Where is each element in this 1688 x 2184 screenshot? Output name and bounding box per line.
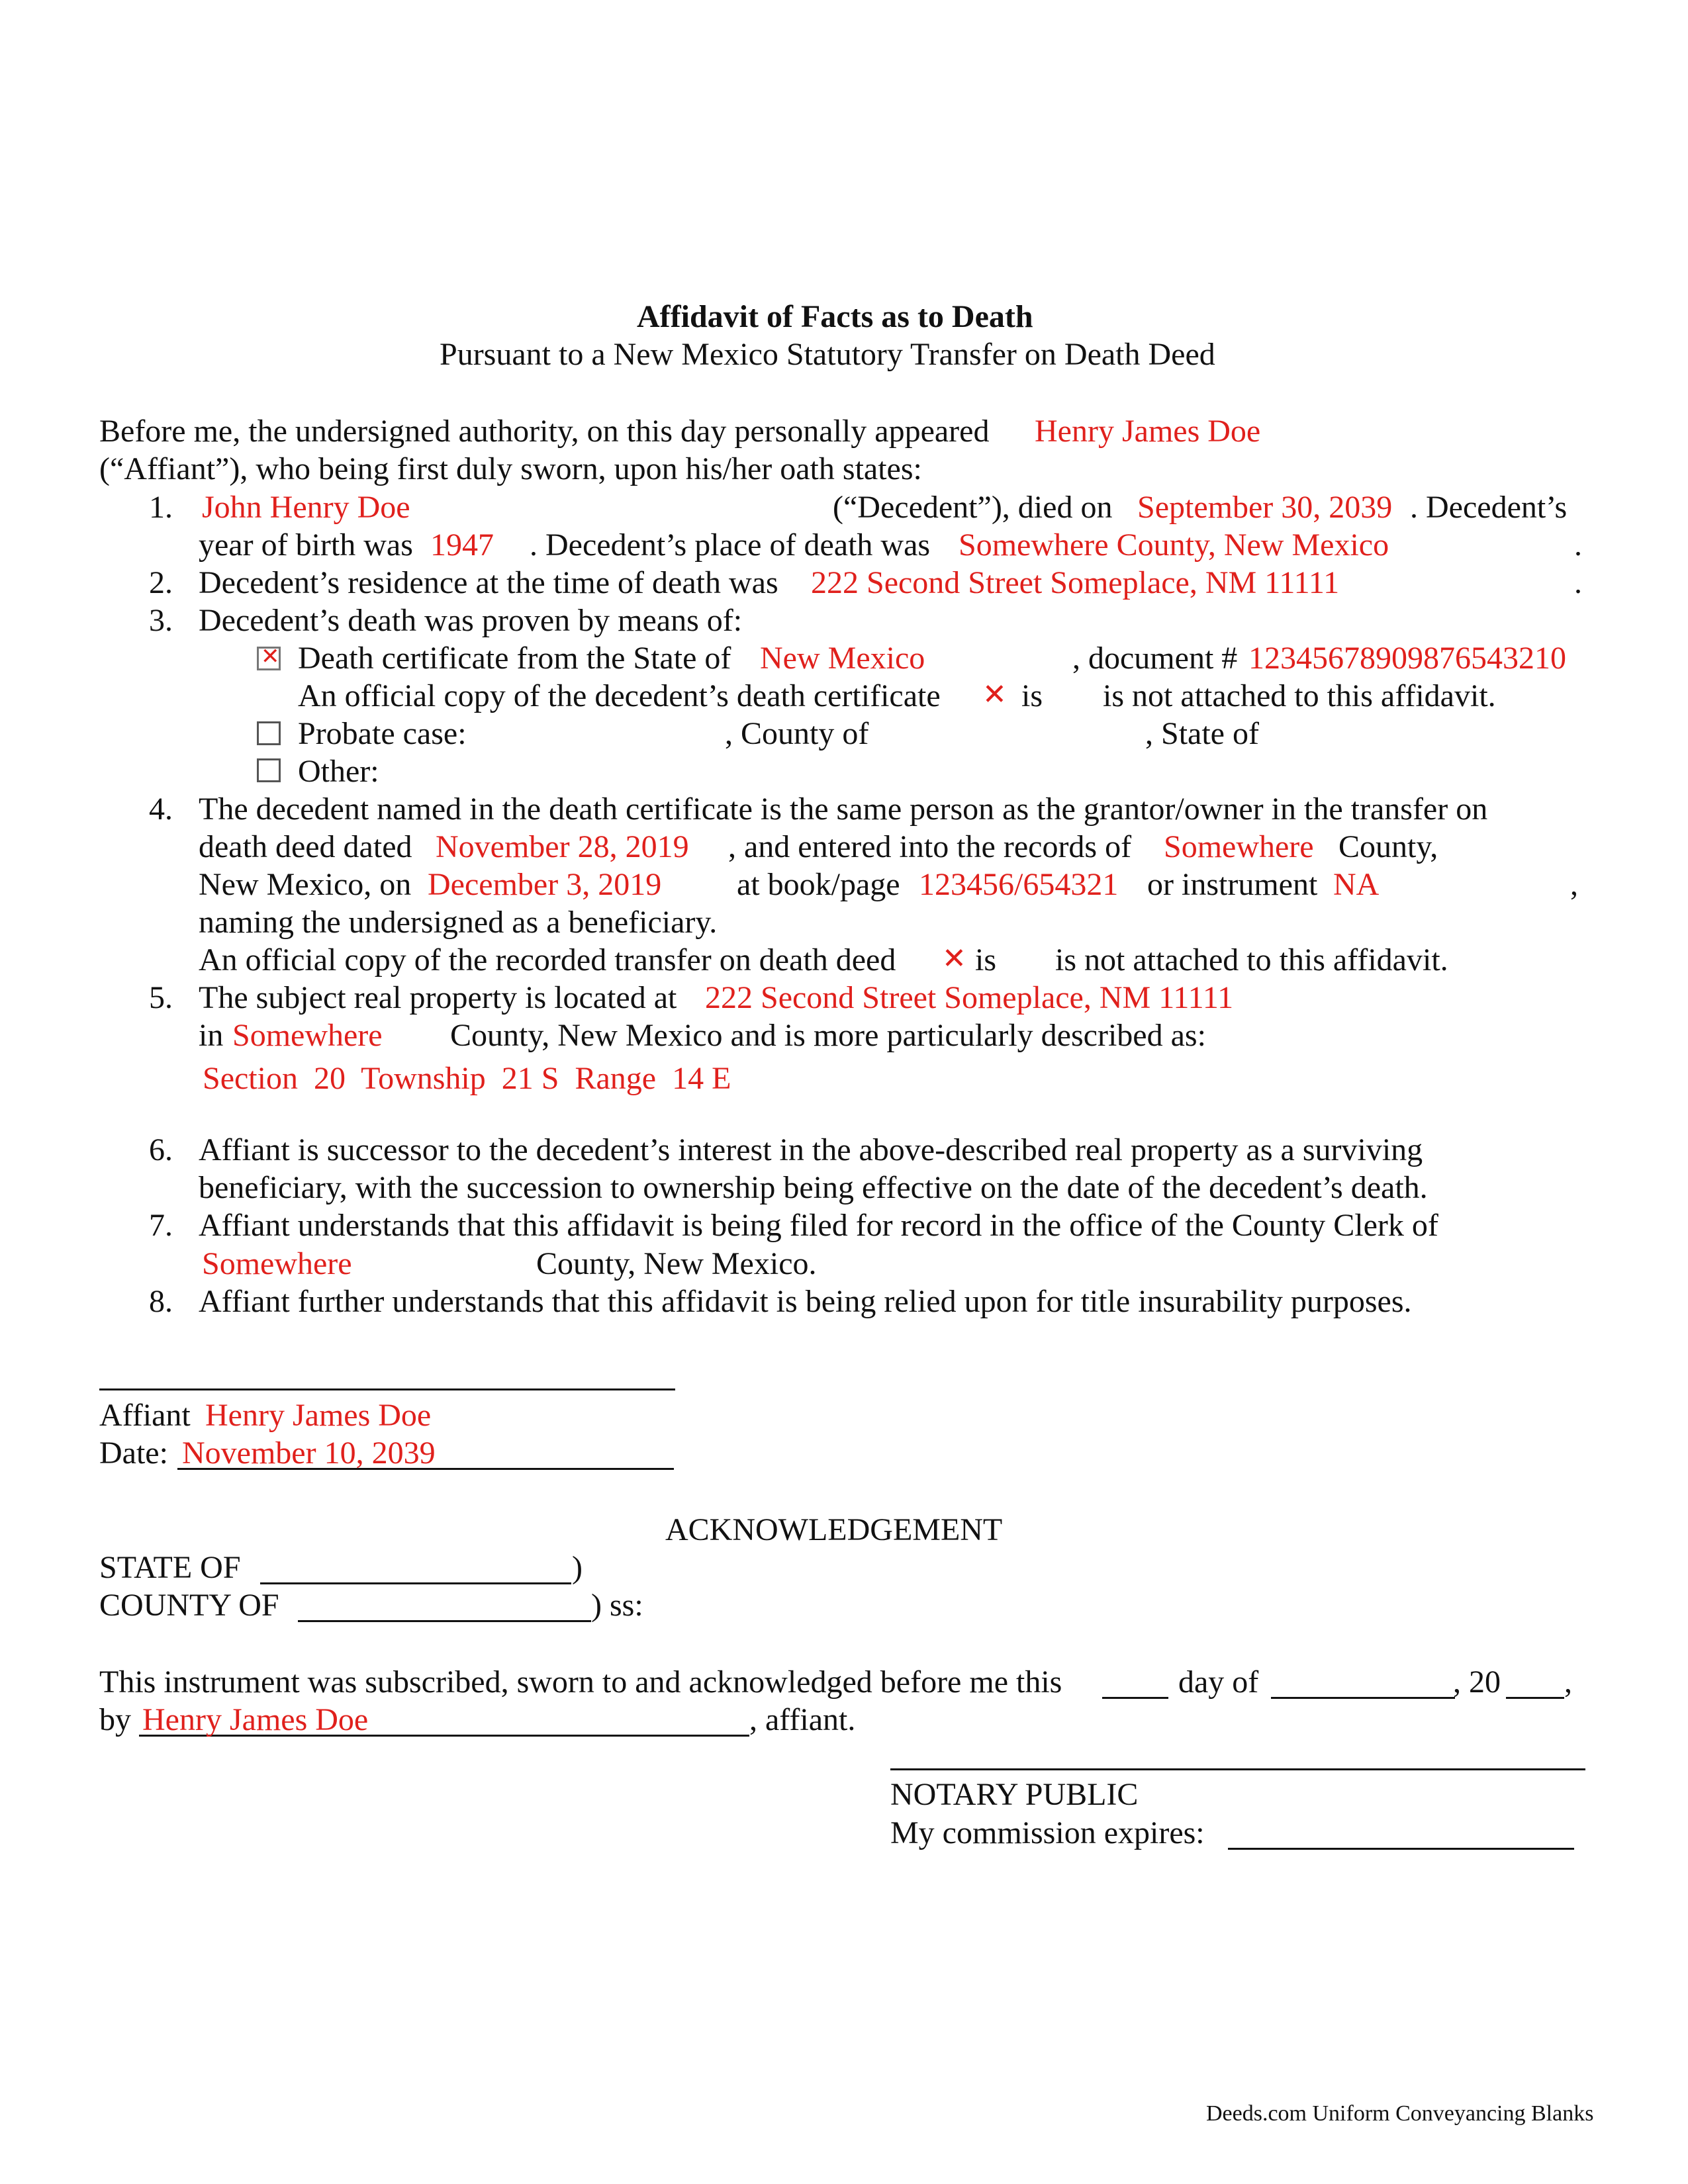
affiant-signature-line[interactable] xyxy=(99,1388,675,1390)
deed-not-attached: is not attached to this affidavit. xyxy=(1055,942,1448,978)
instrument-field[interactable]: NA xyxy=(1333,867,1380,902)
item-number: 5. xyxy=(149,980,173,1015)
commission-line[interactable] xyxy=(1228,1848,1574,1850)
item6-line-2: beneficiary, with the succession to ownership being effective on the date of the decedent’s death. xyxy=(199,1170,1428,1205)
item-number: 6. xyxy=(149,1132,173,1167)
legal-description-field[interactable]: Section 20 Township 21 S Range 14 E xyxy=(203,1061,731,1096)
county-paren-ss: ) ss: xyxy=(591,1588,643,1623)
document-title: Affidavit of Facts as to Death xyxy=(637,299,1033,334)
place-of-death-field[interactable]: Somewhere County, New Mexico xyxy=(959,527,1389,563)
deed-copy-x-icon[interactable]: ✕ xyxy=(942,942,966,976)
clerk-county-field[interactable]: Somewhere xyxy=(202,1246,352,1281)
item4-line-1: The decedent named in the death certificate is the same person as the grantor/owner in the transfer on xyxy=(199,792,1488,827)
state-paren: ) xyxy=(572,1550,583,1585)
records-county-field[interactable]: Somewhere xyxy=(1164,829,1314,864)
footer-text: Deeds.com Uniform Conveyancing Blanks xyxy=(1206,2101,1594,2126)
comma: , xyxy=(1570,867,1578,902)
property-county-field[interactable]: Somewhere xyxy=(232,1018,383,1053)
item-number: 1. xyxy=(149,490,173,525)
affiant-label: Affiant xyxy=(99,1398,191,1433)
in-label: in xyxy=(199,1018,224,1053)
state-of-label: STATE OF xyxy=(99,1550,241,1585)
item6-line-1: Affiant is successor to the decedent’s interest in the above-described real property as a surviving xyxy=(199,1132,1423,1167)
signature-date-field[interactable]: November 10, 2039 xyxy=(182,1435,436,1471)
other-checkbox[interactable] xyxy=(257,758,281,782)
proof-label: Decedent’s death was proven by means of: xyxy=(199,603,743,638)
notary-public-label: NOTARY PUBLIC xyxy=(890,1777,1139,1812)
month-line[interactable] xyxy=(1271,1697,1455,1699)
cert-label: Death certificate from the State of xyxy=(298,641,731,676)
probate-state-label: , State of xyxy=(1145,716,1259,751)
twenty-label: , 20 xyxy=(1453,1664,1501,1700)
cert-is-option: is xyxy=(1021,678,1043,713)
residence-label: Decedent’s residence at the time of death was xyxy=(199,565,778,600)
county-of-label: COUNTY OF xyxy=(99,1588,279,1623)
decedent-name-field[interactable]: John Henry Doe xyxy=(202,490,410,525)
death-certificate-checkbox[interactable] xyxy=(257,643,281,670)
period: . xyxy=(1574,565,1582,600)
deed-is-option: is xyxy=(975,942,997,978)
residence-field[interactable]: 222 Second Street Someplace, NM 11111 xyxy=(811,565,1340,600)
item-number: 2. xyxy=(149,565,173,600)
recorded-date-field[interactable]: December 3, 2019 xyxy=(428,867,662,902)
property-label: The subject real property is located at xyxy=(199,980,677,1015)
state-of-line[interactable] xyxy=(260,1582,571,1584)
county-suffix: County, xyxy=(1338,829,1438,864)
item-number: 3. xyxy=(149,603,173,638)
deed-dated-label: death deed dated xyxy=(199,829,412,864)
yob-field[interactable]: 1947 xyxy=(430,527,494,563)
notary-signature-line[interactable] xyxy=(890,1768,1585,1770)
instrument-label: or instrument xyxy=(1147,867,1318,902)
intro-affiant-name[interactable]: Henry James Doe xyxy=(1035,414,1261,449)
intro-line-1: Before me, the undersigned authority, on this day personally appeared xyxy=(99,414,990,449)
property-county-suffix: County, New Mexico and is more particularly described as: xyxy=(450,1018,1206,1053)
deed-date-field[interactable]: November 28, 2019 xyxy=(436,829,689,864)
other-label: Other: xyxy=(298,754,379,789)
intro-line-2: (“Affiant”), who being first duly sworn, upon his/her oath states: xyxy=(99,451,922,486)
doc-number-field[interactable]: 12345678909876543210 xyxy=(1248,641,1566,676)
county-of-line[interactable] xyxy=(298,1620,591,1622)
item7-line-1: Affiant understands that this affidavit is being filed for record in the office of the County Clerk of xyxy=(199,1208,1438,1243)
probate-county-label: , County of xyxy=(725,716,869,751)
death-date-field[interactable]: September 30, 2039 xyxy=(1137,490,1393,525)
affiant-name-field[interactable]: Henry James Doe xyxy=(205,1398,432,1433)
decedent-label: (“Decedent”), died on xyxy=(833,490,1113,525)
affiant-suffix: , affiant. xyxy=(749,1702,856,1737)
cert-state-field[interactable]: New Mexico xyxy=(760,641,925,676)
probate-checkbox[interactable] xyxy=(257,721,281,745)
period: . xyxy=(1574,527,1582,563)
document-subtitle: Pursuant to a New Mexico Statutory Transfer on Death Deed xyxy=(440,337,1215,372)
nm-on-label: New Mexico, on xyxy=(199,867,412,902)
cert-not-attached: is not attached to this affidavit. xyxy=(1103,678,1496,713)
property-address-field[interactable]: 222 Second Street Someplace, NM 11111 xyxy=(705,980,1234,1015)
decedents-label: . Decedent’s xyxy=(1410,490,1568,525)
check-x-icon: ✕ xyxy=(261,643,280,670)
item-number: 8. xyxy=(149,1284,173,1319)
year-line[interactable] xyxy=(1506,1697,1564,1699)
yob-label: year of birth was xyxy=(199,527,413,563)
naming-text: naming the undersigned as a beneficiary. xyxy=(199,905,718,940)
deed-copy-label: An official copy of the recorded transfer on death deed xyxy=(199,942,896,978)
book-page-label: at book/page xyxy=(737,867,900,902)
date-label: Date: xyxy=(99,1435,168,1471)
place-label: . Decedent’s place of death was xyxy=(530,527,931,563)
cert-copy-x-icon[interactable]: ✕ xyxy=(982,678,1007,711)
by-name-field[interactable]: Henry James Doe xyxy=(142,1702,369,1737)
commission-label: My commission expires: xyxy=(890,1815,1205,1850)
book-page-field[interactable]: 123456/654321 xyxy=(919,867,1119,902)
doc-label: , document # xyxy=(1072,641,1238,676)
item-number: 4. xyxy=(149,792,173,827)
day-of-label: day of xyxy=(1178,1664,1259,1700)
day-line[interactable] xyxy=(1102,1697,1168,1699)
entered-label: , and entered into the records of xyxy=(728,829,1132,864)
probate-label: Probate case: xyxy=(298,716,467,751)
item-number: 7. xyxy=(149,1208,173,1243)
acknowledgement-heading: ACKNOWLEDGEMENT xyxy=(665,1512,1003,1547)
by-label: by xyxy=(99,1702,131,1737)
item8-text: Affiant further understands that this affidavit is being relied upon for title insurability purposes. xyxy=(199,1284,1412,1319)
comma: , xyxy=(1564,1664,1572,1700)
clerk-county-suffix: County, New Mexico. xyxy=(536,1246,817,1281)
cert-copy-label: An official copy of the decedent’s death certificate xyxy=(298,678,941,713)
subscribed-text: This instrument was subscribed, sworn to and acknowledged before me this xyxy=(99,1664,1062,1700)
